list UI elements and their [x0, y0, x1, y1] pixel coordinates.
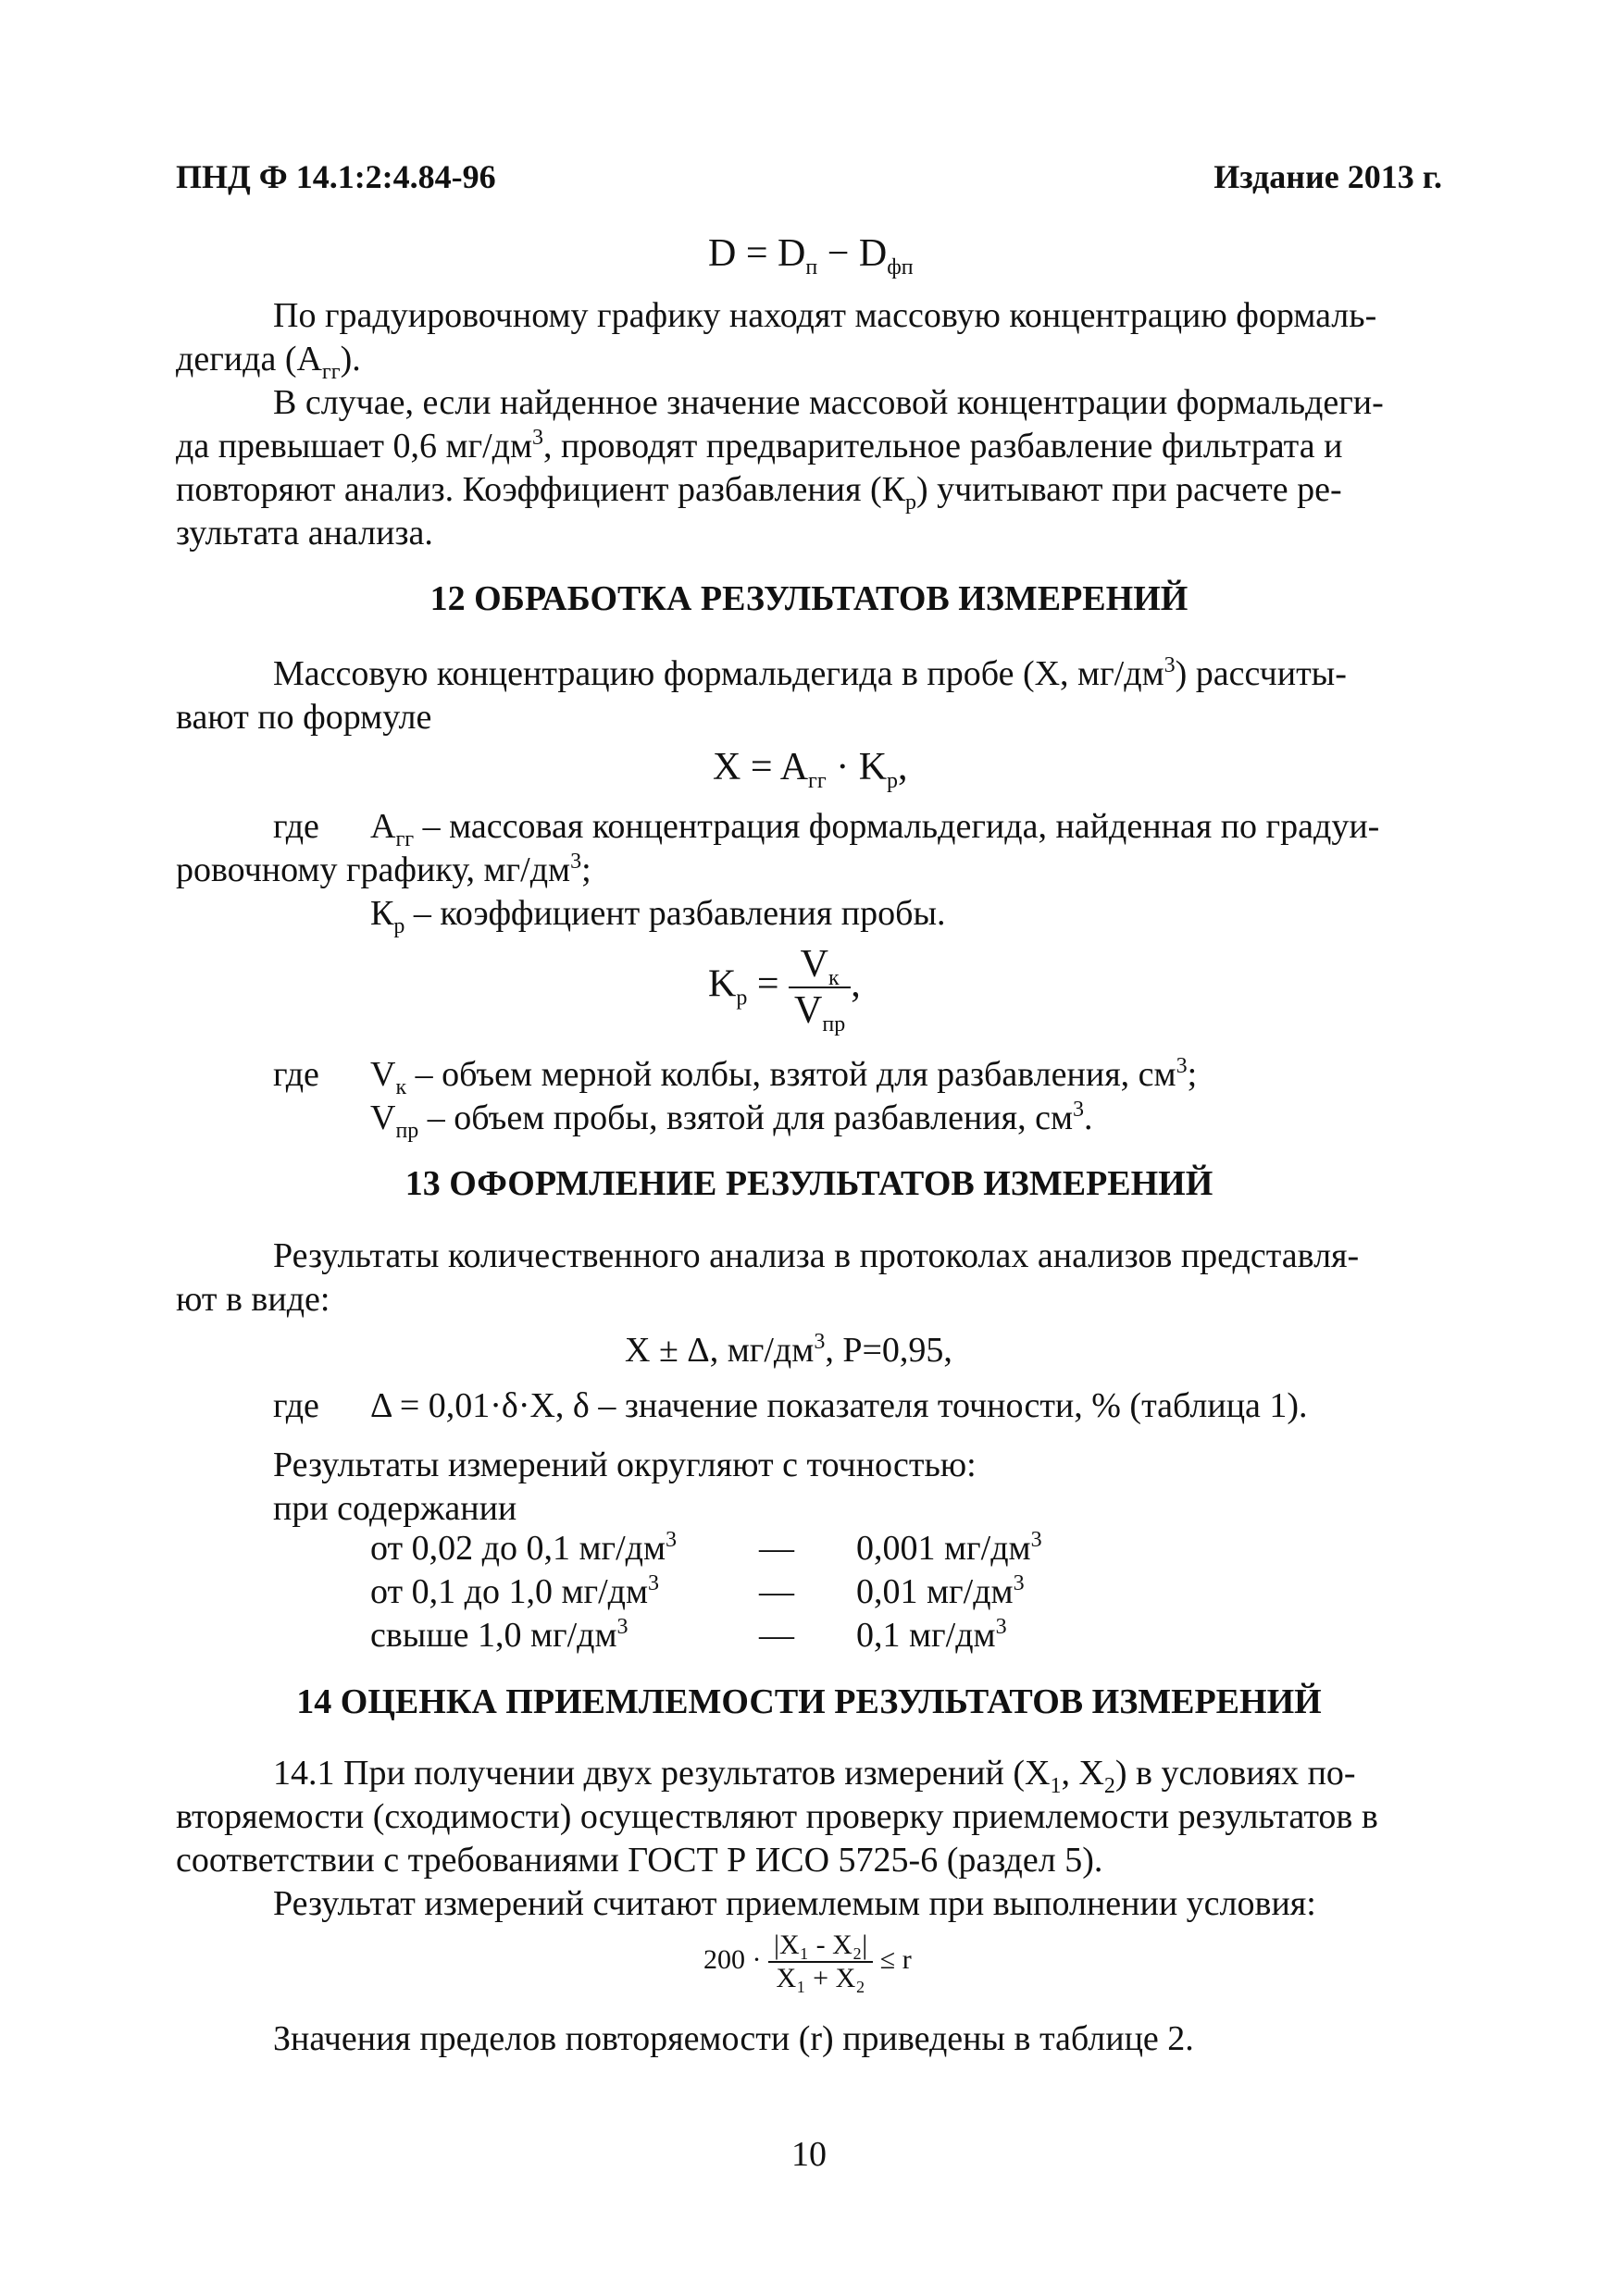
- rounding-dash: —: [759, 1616, 794, 1655]
- paragraph-line: повторяют анализ. Коэффициент разбавления $(К_р)$ учитывают при расчете ре-: [176, 470, 1342, 515]
- paragraph-line: дегида $(А_{гг})$.: [176, 340, 361, 384]
- rounding-range: от 0,02 до 0,1 $мг/дм^3$: [370, 1528, 678, 1568]
- paragraph-line: Результат измерений считают приемлемым при выполнении условия:: [273, 1884, 1316, 1923]
- page-number: 10: [791, 2135, 827, 2174]
- paragraph-line: Массовую концентрацию формальдегида в пробе (X, $мг/дм^3$) рассчиты-: [273, 653, 1347, 693]
- document-code: ПНД Ф 14.1:2:4.84-96: [176, 158, 496, 195]
- paragraph-line: зультата анализа.: [176, 514, 433, 552]
- paragraph-line: ровочному графику, $мг/дм^3$;: [176, 850, 591, 889]
- section-14-title: 14 ОЦЕНКА ПРИЕМЛЕМОСТИ РЕЗУЛЬТАТОВ ИЗМЕРЕНИЙ: [296, 1682, 1322, 1721]
- rounding-value: 0,01 $мг/дм^3$: [856, 1571, 1025, 1611]
- where-label: где: [273, 1055, 319, 1094]
- formula-d: $D = D_п - D_{фп}$: [708, 232, 914, 279]
- paragraph-line: Значения пределов повторяемости (r) приведены в таблице 2.: [273, 2019, 1194, 2058]
- paragraph-line: да превышает 0,6 $мг/дм^3$, проводят предварительное разбавление фильтрата и: [176, 426, 1343, 465]
- formula-result: X ± Δ, $мг/дм^3$, Р=0,95,: [625, 1330, 952, 1370]
- paragraph-line: Δ = 0,01·δ·X, δ – значение показателя точности, % (таблица 1).: [370, 1386, 1308, 1425]
- rounding-range: свыше 1,0 $мг/дм^3$: [370, 1615, 629, 1655]
- rounding-range: от 0,1 до 1,0 $мг/дм^3$: [370, 1571, 660, 1611]
- formula-k: $K_р$ = $\frac{V_к}{V_{пр}}$ ,: [708, 943, 861, 1036]
- where-label: где: [273, 1386, 319, 1425]
- paragraph-line: при содержании: [273, 1489, 517, 1528]
- rounding-value: 0,001 $мг/дм^3$: [856, 1528, 1042, 1568]
- edition-label: Издание 2013 г.: [1214, 158, 1442, 195]
- paragraph-line: По градуировочному графику находят массовую концентрацию формаль-: [273, 296, 1377, 335]
- rounding-dash: —: [759, 1572, 794, 1611]
- rounding-dash: —: [759, 1529, 794, 1568]
- paragraph-line: 14.1 При получении двух результатов измерений ($X_1$, $X_2$) в условиях по-: [273, 1754, 1356, 1798]
- paragraph-line: В случае, если найденное значение массовой концентрации формальдеги-: [273, 383, 1384, 422]
- paragraph-line: Результаты количественного анализа в протоколах анализов представля-: [273, 1236, 1360, 1275]
- paragraph-line: вторяемости (сходимости) осуществляют проверку приемлемости результатов в: [176, 1797, 1378, 1836]
- paragraph-line: $V_{пр}$ – объем пробы, взятой для разбавления, $см^3$.: [370, 1098, 1093, 1143]
- paragraph-line: $А_{гг}$ – массовая концентрация формальдегида, найденная по градуи-: [370, 807, 1380, 851]
- section-12-title: 12 ОБРАБОТКА РЕЗУЛЬТАТОВ ИЗМЕРЕНИЙ: [429, 579, 1189, 618]
- paragraph-line: $К_р$ – коэффициент разбавления пробы.: [370, 894, 946, 938]
- formula-x: $X = A_{гг} \cdot K_р$,: [713, 746, 908, 793]
- formula-acceptance: 200 · $\frac{\text{|X₁ - X₂|}}{\text{X₁ + X₂}}$ ≤ r: [703, 1930, 912, 1993]
- paragraph-line: Результаты измерений округляют с точностью:: [273, 1446, 977, 1484]
- where-label: где: [273, 807, 319, 846]
- paragraph-line: ют в виде:: [176, 1280, 330, 1319]
- paragraph-line: соответствии с требованиями ГОСТ Р ИСО 5725-6 (раздел 5).: [176, 1841, 1103, 1880]
- paragraph-line: $V_к$ – объем мерной колбы, взятой для разбавления, $см^3$;: [370, 1054, 1198, 1099]
- paragraph-line: вают по формуле: [176, 698, 432, 737]
- rounding-value: 0,1 $мг/дм^3$: [856, 1615, 1007, 1655]
- section-13-title: 13 ОФОРМЛЕНИЕ РЕЗУЛЬТАТОВ ИЗМЕРЕНИЙ: [404, 1164, 1214, 1203]
